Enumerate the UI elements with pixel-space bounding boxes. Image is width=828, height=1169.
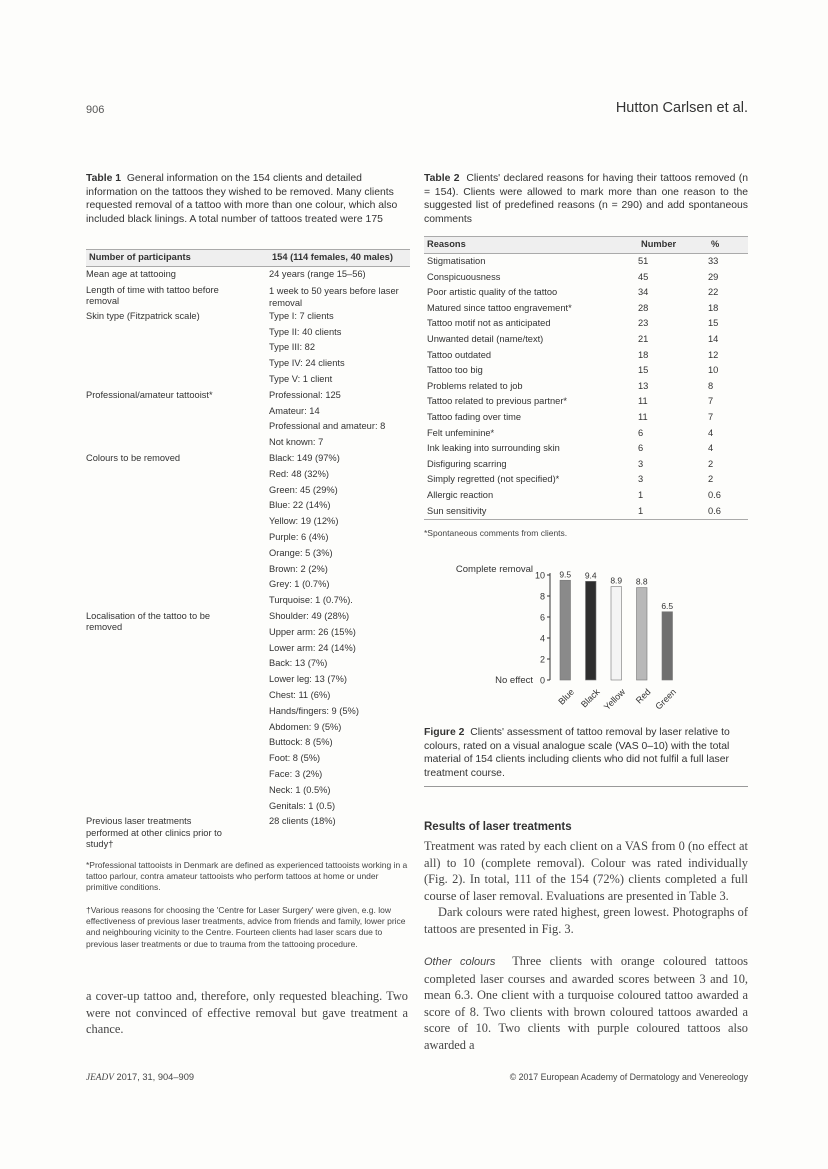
figure2-label: Figure 2 — [424, 727, 465, 738]
table1-row-value: Yellow: 19 (12%) — [269, 516, 339, 527]
table2-cell-percent: 4 — [708, 443, 714, 454]
footer-copyright: © 2017 European Academy of Dermatology and Venereology — [509, 1072, 748, 1082]
y-tick-label: 10 — [534, 570, 545, 581]
results-para-1: Treatment was rated by each client on a VAS from 0 (no effect at all) to 10 (complete removal). Colour was rated individually (Fig. 2). In total, 111 of the 154 (72%) clients completed a full course of laser removal. Evaluations are presented in Table 3. — [424, 839, 748, 903]
bar-data-label: 9.4 — [584, 570, 597, 581]
table1-label: Table 1 — [86, 173, 122, 184]
results-para-2: Dark colours were rated highest, green lowest. Photographs of tattoos are presented in Fig. 3. — [424, 905, 748, 936]
table2-row — [424, 488, 748, 504]
table2-row — [424, 441, 748, 457]
table1-row-value: Black: 149 (97%) — [269, 452, 340, 463]
table1-row-value: Blue: 22 (14%) — [269, 500, 331, 511]
table1-row-value: Green: 45 (29%) — [269, 484, 338, 495]
table2-cell-percent: 7 — [708, 411, 714, 422]
table2-cell-number: 51 — [638, 256, 649, 266]
table2-cell-number: 45 — [638, 271, 649, 282]
table1-row-label: Mean age at tattooing — [86, 269, 176, 279]
table2-row — [424, 332, 748, 348]
y-tick-label: 2 — [539, 654, 545, 665]
results-para-3-text: Three clients with orange coloured tattoos completed laser courses and awarded scores between 3 and 10, mean 6.3. One client with a turquoise coloured tattoo awarded a score of 8. Two clients with brown coloured tattoos awarded a score of 10. Two clients with purple coloured tattoos also awarded a — [424, 954, 748, 1052]
table2-cell-number: 13 — [638, 380, 649, 391]
table2-row — [424, 426, 748, 442]
table1-row — [86, 451, 410, 609]
table1-row-label: Professional/amateur tattooist* — [86, 389, 213, 400]
table2-row — [424, 394, 748, 410]
footer-journal: JEADV — [86, 1073, 114, 1083]
table2-row — [424, 504, 748, 520]
table1-row-label: Skin type (Fitzpatrick scale) — [86, 310, 200, 321]
table2-cell-reason: Sun sensitivity — [424, 504, 638, 520]
table2-row — [424, 472, 748, 488]
table1-row-value: 1 week to 50 years before laser removal — [269, 285, 399, 308]
table1-row-value: Buttock: 8 (5%) — [269, 737, 333, 748]
table1-row-value: Amateur: 14 — [269, 405, 320, 416]
table2-label: Table 2 — [424, 173, 460, 184]
bar-blue — [560, 580, 571, 680]
table1-row-value: Grey: 1 (0.7%) — [269, 579, 330, 590]
table1-row-value: Professional: 125 — [269, 389, 341, 400]
table2-row — [424, 301, 748, 317]
table1-caption — [86, 172, 408, 226]
table2-cell-percent: 33 — [708, 256, 719, 266]
table2-row — [424, 254, 748, 270]
table1-row-value: Purple: 6 (4%) — [269, 531, 329, 542]
bar-black — [586, 581, 597, 680]
running-head — [616, 100, 748, 116]
y-tick-label: 0 — [539, 675, 545, 686]
table2-cell-reason: Stigmatisation — [427, 256, 486, 266]
table2-cell-percent: 14 — [708, 333, 719, 344]
table1-row-value: Brown: 2 (2%) — [269, 563, 328, 574]
table2-cell-reason: Tattoo too big — [427, 365, 483, 376]
table2-cell-number: 1 — [638, 489, 644, 500]
table2-cell-number: 11 — [638, 396, 648, 407]
table1-row-value: Back: 13 (7%) — [269, 658, 328, 669]
bar-yellow — [611, 587, 622, 680]
table2-cell-reason: Poor artistic quality of the tattoo — [427, 287, 558, 298]
figure2-chart — [455, 555, 710, 735]
table2-row — [424, 457, 748, 473]
table1-row-value: Turquoise: 1 (0.7%). — [269, 595, 353, 606]
table1-body — [86, 267, 410, 851]
category-label: Green — [653, 686, 679, 712]
table2-cell-number: 3 — [638, 474, 644, 485]
results-para-3 — [424, 953, 748, 1054]
y-label-bottom: No effect — [495, 675, 533, 686]
table1-row-value: Face: 3 (2%) — [269, 768, 323, 779]
table2-cell-percent: 0.6 — [708, 504, 748, 520]
table1-row — [86, 388, 410, 451]
table2-cell-percent: 29 — [708, 271, 719, 282]
table2-cell-number: 6 — [638, 443, 644, 454]
table1-row-value: Chest: 11 (6%) — [269, 689, 331, 700]
table1-header-row — [86, 250, 410, 267]
table1-row — [86, 609, 410, 814]
table1-row-value: Lower arm: 24 (14%) — [269, 642, 356, 653]
table2-row — [424, 316, 748, 332]
table2-row — [424, 410, 748, 426]
table2-cell-reason: Matured since tattoo engravement* — [427, 302, 572, 313]
table2-cell-reason: Allergic reaction — [427, 489, 494, 500]
table2-cell-number: 23 — [638, 318, 649, 329]
footer-citation — [86, 1072, 194, 1083]
table1-row-value: Hands/fingers: 9 (5%) — [269, 705, 359, 716]
table2-row — [424, 285, 748, 301]
table2-cell-percent: 15 — [708, 318, 719, 329]
table1-row — [86, 267, 410, 283]
table2-cell-reason: Unwanted detail (name/text) — [427, 333, 544, 344]
footer-volume: 2017, 31, 904–909 — [116, 1072, 195, 1082]
y-tick-label: 6 — [539, 612, 545, 623]
table2-row — [424, 270, 748, 286]
table2-row — [424, 348, 748, 364]
table2-cell-percent: 2 — [708, 458, 714, 469]
bar-data-label: 9.5 — [559, 569, 572, 580]
page-number: 906 — [86, 104, 105, 116]
figure2-caption-text: Clients' assessment of tattoo removal by laser relative to colours, rated on a visual analogue scale (VAS 0–10) with the total material of 154 clients including clients who did not fulfil a full laser treatment course. — [424, 727, 730, 779]
table2-cell-number: 11 — [638, 411, 648, 422]
table2-cell-reason: Tattoo motif not as anticipated — [427, 318, 551, 329]
table1-row — [86, 309, 410, 388]
table2-cell-percent: 12 — [708, 349, 719, 360]
results-heading: Results of laser treatments — [424, 821, 572, 833]
table2-cell-percent: 0.6 — [708, 489, 721, 500]
table2-cell-number: 28 — [638, 302, 649, 313]
figure2-caption — [424, 726, 748, 780]
table2-cell-number: 34 — [638, 287, 649, 298]
table2-cell-reason: Conspicuousness — [427, 271, 501, 282]
table2-caption — [424, 172, 748, 226]
category-label: Red — [633, 686, 653, 706]
table1-caption-text: General information on the 154 clients and detailed information on the tattoos they wished to be removed. Many clients requested removal of a tattoo with more than one colour, which also included black linings. A total number of tattoos treated were 175 — [86, 173, 398, 225]
bar-red — [637, 588, 648, 680]
table2-cell-percent: 22 — [708, 287, 719, 298]
table2-header-percent: % — [708, 237, 748, 254]
table2-cell-number: 21 — [638, 333, 649, 344]
table1-row — [86, 283, 410, 309]
table1-row-value: Shoulder: 49 (28%) — [269, 610, 350, 621]
table1-row-value: Abdomen: 9 (5%) — [269, 721, 342, 732]
y-label-top: Complete removal — [455, 564, 533, 575]
table1-row-value: Professional and amateur: 8 — [269, 421, 386, 432]
table1-row-value: 28 clients (18%) — [269, 816, 336, 827]
table1-row-value: Type II: 40 clients — [269, 326, 342, 337]
table2-cell-percent: 7 — [708, 396, 714, 407]
table1-header-col1: Number of participants — [86, 250, 269, 267]
table2-cell-percent: 10 — [708, 365, 719, 376]
table2-body — [424, 254, 748, 520]
table1-row-value: Type V: 1 client — [269, 373, 333, 384]
table1-row-label: Length of time with tattoo before removal — [86, 284, 219, 307]
table2-caption-text: Clients' declared reasons for having their tattoos removed (n = 154). Clients were allowed to mark more than one reason to the suggested list of predefined reasons (n = 290) and add spontaneous comments — [424, 173, 748, 225]
table2-cell-reason: Tattoo related to previous partner* — [427, 396, 568, 407]
table2-cell-reason: Felt unfeminine* — [427, 427, 495, 438]
other-colours-heading: Other colours — [424, 956, 496, 968]
table1-row-value: Not known: 7 — [269, 437, 324, 448]
table1-row-value: Type III: 82 — [269, 342, 315, 353]
table2-cell-number: 18 — [638, 349, 649, 360]
table2-cell-percent: 18 — [708, 302, 719, 313]
table2-cell-reason: Simply regretted (not specified)* — [427, 474, 560, 485]
table2-cell-reason: Tattoo outdated — [427, 349, 492, 360]
table2-header-reasons: Reasons — [424, 237, 638, 254]
table1-row-label: Previous laser treatments performed at other clinics prior to study† — [86, 816, 222, 849]
table1-row-value: Neck: 1 (0.5%) — [269, 784, 331, 795]
table2-cell-reason: Problems related to job — [427, 380, 523, 391]
table2-cell-reason: Tattoo fading over time — [427, 411, 522, 422]
table1-row-value: Foot: 8 (5%) — [269, 753, 321, 764]
table1-row-value: 24 years (range 15–56) — [269, 269, 366, 279]
table2 — [424, 236, 748, 520]
bar-green — [662, 612, 673, 680]
table1-footnote-1: *Professional tattooists in Denmark are defined as experienced tattooists working in a tattoo parlour, contra amateur tattooists who perform tattoos at home or under primitive conditions. — [86, 860, 408, 893]
bar-data-label: 6.5 — [661, 600, 674, 611]
table1 — [86, 249, 410, 850]
table1-row — [86, 814, 410, 850]
category-label: Black — [578, 686, 602, 710]
table2-row — [424, 363, 748, 379]
bar-data-label: 8.9 — [610, 575, 623, 586]
y-tick-label: 8 — [539, 591, 545, 602]
table1-row-value: Red: 48 (32%) — [269, 468, 329, 479]
table1-row-value: Type I: 7 clients — [269, 310, 334, 321]
table2-cell-number: 6 — [638, 427, 644, 438]
table1-row-value: Lower leg: 13 (7%) — [269, 674, 348, 685]
table1-row-value: Upper arm: 26 (15%) — [269, 626, 356, 637]
table2-cell-number: 3 — [638, 458, 644, 469]
table2-cell-reason: Disfiguring scarring — [427, 458, 507, 469]
table1-row-label: Colours to be removed — [86, 452, 181, 463]
table2-cell-number: 1 — [638, 504, 708, 520]
figure2-rule — [424, 786, 748, 787]
table2-header-number: Number — [638, 237, 708, 254]
table2-cell-reason: Ink leaking into surrounding skin — [427, 443, 560, 454]
running-head-text: Hutton Carlsen et al. — [615, 100, 748, 116]
table2-cell-percent: 2 — [708, 474, 714, 485]
table1-row-value: Type IV: 24 clients — [269, 358, 345, 369]
bar-data-label: 8.8 — [635, 576, 648, 587]
table2-footnote: *Spontaneous comments from clients. — [424, 528, 568, 538]
table1-row-value: Genitals: 1 (0.5) — [269, 800, 336, 811]
table1-row-value: Orange: 5 (3%) — [269, 547, 333, 558]
left-body-text: a cover-up tattoo and, therefore, only requested bleaching. Two were not convinced of effective removal but gave treatment a chance. — [86, 989, 408, 1037]
table1-footnote-2: †Various reasons for choosing the 'Centre for Laser Surgery' were given, e.g. low effectiveness of previous laser treatments, advice from friends and family, lower price and neighbouring vicinity to the Centre. Fourteen clients had laser scars due to previous laser treatments or due to trauma from the tattooing procedure. — [86, 905, 406, 949]
table1-row-label: Localisation of the tattoo to be removed — [86, 610, 211, 633]
table2-row — [424, 379, 748, 395]
table2-header-row — [424, 237, 748, 254]
table2-cell-percent: 8 — [708, 380, 714, 391]
table1-header-col2: 154 (114 females, 40 males) — [269, 250, 410, 267]
table2-cell-percent: 4 — [708, 427, 714, 438]
y-tick-label: 4 — [539, 633, 545, 644]
category-label: Blue — [556, 686, 577, 707]
category-label: Yellow — [601, 686, 628, 713]
table2-cell-number: 15 — [638, 365, 649, 376]
